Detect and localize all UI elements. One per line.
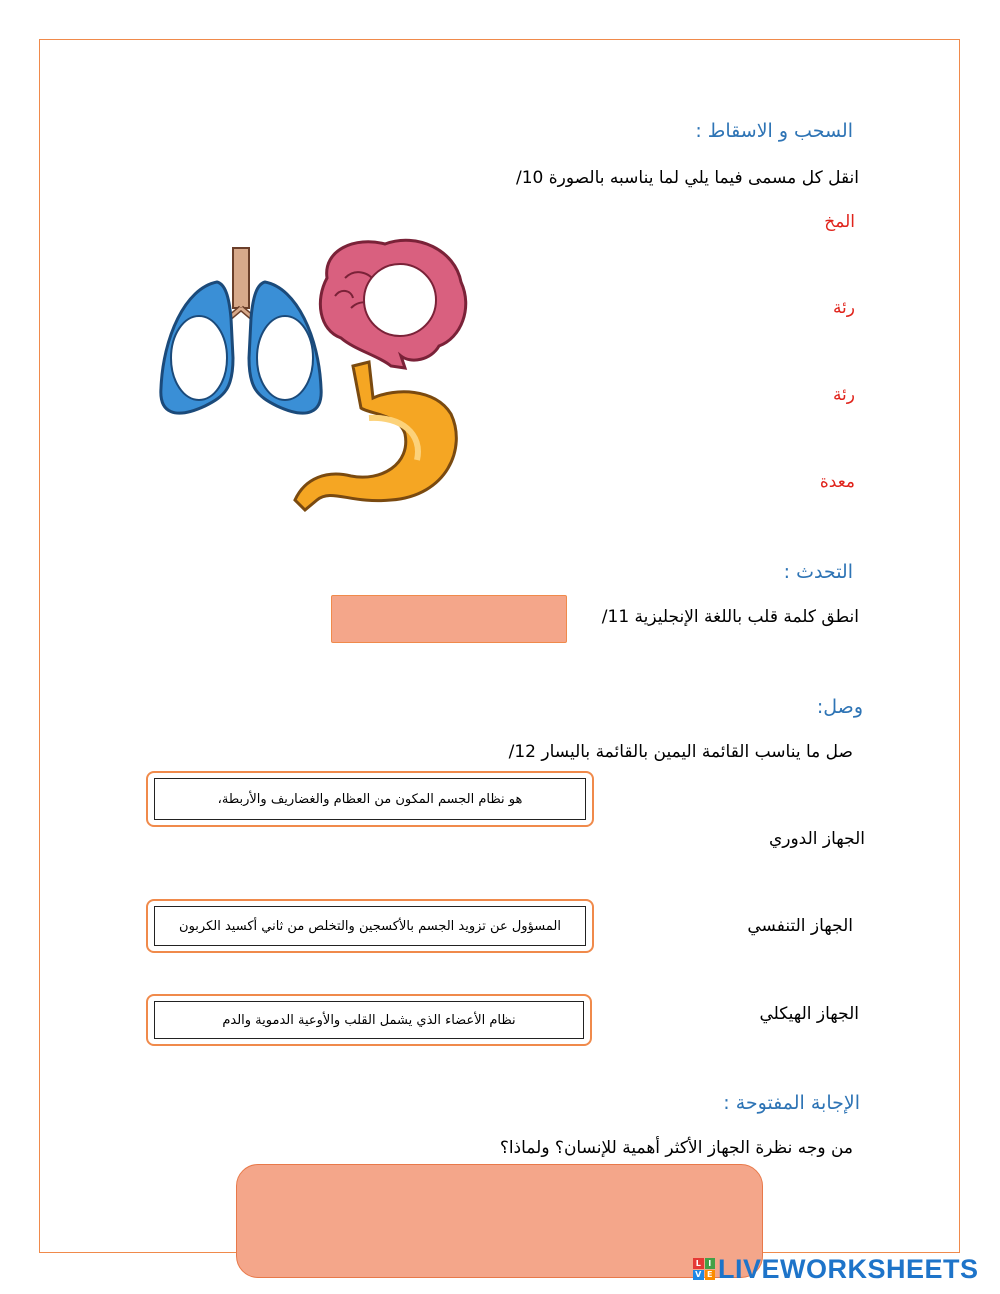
definition-text-2: المسؤول عن تزويد الجسم بالأكسجين والتخلص من ثاني أكسيد الكربون [154,906,586,946]
lungs-icon [161,248,321,413]
worksheet-frame [39,39,960,1253]
term-stomach[interactable]: معدة [819,472,855,492]
term-lung-2[interactable]: رئة [832,385,855,405]
definition-box-2[interactable] [146,899,594,953]
logo-text: LIVEWORKSHEETS [718,1253,979,1284]
definition-box-3[interactable] [146,994,592,1046]
open-answer-heading: الإجابة المفتوحة : [723,1092,860,1114]
open-answer-textbox[interactable] [236,1164,763,1278]
system-skeletal[interactable]: الجهاز الهيكلي [759,1004,859,1024]
brain-icon [320,240,465,368]
liveworksheets-logo[interactable] [693,1254,979,1284]
speech-answer-box[interactable] [331,595,567,643]
organs-illustration [155,238,475,528]
drag-drop-heading: السحب و الاسقاط : [695,120,853,142]
definition-box-1[interactable] [146,771,594,827]
matching-question: صل ما يناسب القائمة اليمين بالقائمة باليسار 12/ [508,742,853,762]
system-circulatory[interactable]: الجهاز الدوري [768,829,865,849]
open-answer-question: من وجه نظرة الجهاز الأكثر أهمية للإنسان؟ ولماذا؟ [499,1138,853,1158]
drag-drop-question: انقل كل مسمى فيما يلي لما يناسبه بالصورة 10/ [515,168,859,188]
system-respiratory[interactable]: الجهاز التنفسي [747,916,853,936]
logo-mark-icon: L I V E [693,1258,715,1280]
speaking-question: انطق كلمة قلب باللغة الإنجليزية 11/ [601,607,859,627]
speaking-heading: التحدث : [783,561,853,583]
matching-heading: وصل: [816,696,863,718]
term-brain[interactable]: المخ [824,212,855,232]
term-lung-1[interactable]: رئة [832,298,855,318]
definition-text-3: نظام الأعضاء الذي يشمل القلب والأوعية الدموية والدم [154,1001,584,1039]
definition-text-1: هو نظام الجسم المكون من العظام والغضاريف والأربطة، [154,778,586,820]
